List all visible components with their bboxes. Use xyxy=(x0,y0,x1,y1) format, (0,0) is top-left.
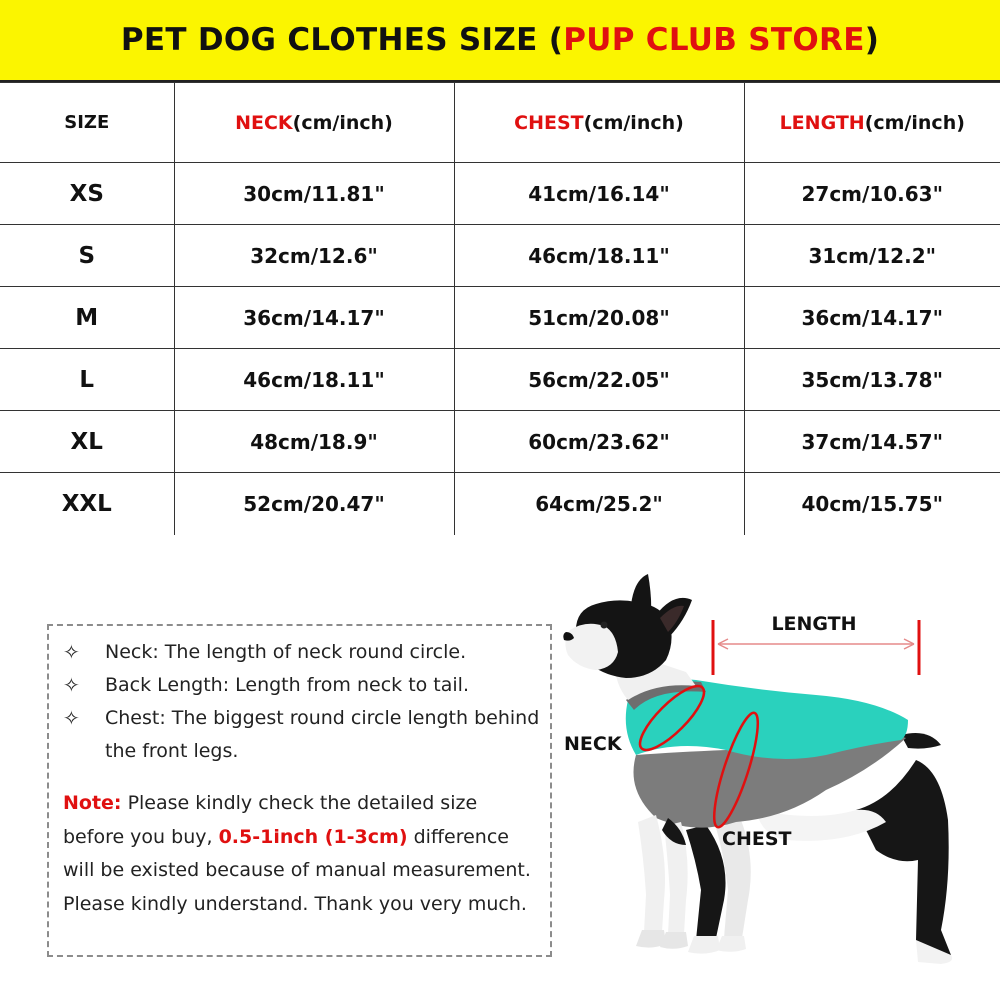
table-header-row xyxy=(0,83,1000,163)
neck-cell: 30cm/11.81" xyxy=(174,163,454,225)
dog-in-sweater-image xyxy=(556,560,1000,1000)
note-text: difference will be existed because of manual measurement. Please kindly understand. Thank you very much. xyxy=(63,825,531,915)
length-cell: 31cm/12.2" xyxy=(744,225,1000,287)
chest-cell: 60cm/23.62" xyxy=(454,411,744,473)
neck-cell: 52cm/20.47" xyxy=(174,473,454,535)
length-cell: 35cm/13.78" xyxy=(744,349,1000,411)
bullet-text: Neck: The length of neck round circle. xyxy=(105,641,467,663)
note-label: Note: xyxy=(63,792,122,814)
neck-figure-label: NECK xyxy=(564,733,622,755)
table-row xyxy=(0,349,1000,411)
chest-cell: 51cm/20.08" xyxy=(454,287,744,349)
chest-cell: 64cm/25.2" xyxy=(454,473,744,535)
length-cell: 37cm/14.57" xyxy=(744,411,1000,473)
note-bullet-back-length xyxy=(63,669,550,702)
size-cell: XL xyxy=(0,411,174,473)
bullet-text: Back Length: Length from neck to tail. xyxy=(105,674,469,696)
neck-cell: 48cm/18.9" xyxy=(174,411,454,473)
chest-cell: 46cm/18.11" xyxy=(454,225,744,287)
note-tolerance-range: 0.5-1inch (1-3cm) xyxy=(218,825,408,848)
banner-title-close: ) xyxy=(864,22,880,58)
sparkle-bullet-icon: ✧ xyxy=(63,673,80,697)
header-size: SIZE xyxy=(0,83,174,163)
dog-measurement-illustration xyxy=(556,560,1000,1000)
bullet-text: Chest: The biggest round circle length behind xyxy=(105,707,540,729)
length-cell: 36cm/14.17" xyxy=(744,287,1000,349)
note-text: Please kindly check the detailed size before you buy, xyxy=(63,792,478,848)
note-bullet-neck xyxy=(63,636,550,669)
size-cell: S xyxy=(0,225,174,287)
banner-store-name: PUP CLUB STORE xyxy=(563,22,865,58)
length-cell: 40cm/15.75" xyxy=(744,473,1000,535)
sparkle-bullet-icon: ✧ xyxy=(63,640,80,664)
neck-cell: 32cm/12.6" xyxy=(174,225,454,287)
size-cell: XS xyxy=(0,163,174,225)
table-row xyxy=(0,411,1000,473)
note-bullet-chest xyxy=(63,702,550,735)
header-neck: NECK(cm/inch) xyxy=(174,83,454,163)
length-cell: 27cm/10.63" xyxy=(744,163,1000,225)
size-cell: XXL xyxy=(0,473,174,535)
size-note-paragraph xyxy=(63,787,550,921)
banner-title: PET DOG CLOTHES SIZE ( xyxy=(120,22,564,58)
chest-cell: 41cm/16.14" xyxy=(454,163,744,225)
title-banner xyxy=(0,0,1000,82)
size-cell: M xyxy=(0,287,174,349)
neck-cell: 36cm/14.17" xyxy=(174,287,454,349)
measurement-notes-box xyxy=(47,624,552,957)
table-row xyxy=(0,225,1000,287)
chest-figure-label: CHEST xyxy=(722,828,792,850)
length-figure-label: LENGTH xyxy=(771,613,857,635)
table-row xyxy=(0,473,1000,535)
neck-cell: 46cm/18.11" xyxy=(174,349,454,411)
header-length: LENGTH(cm/inch) xyxy=(744,83,1000,163)
size-chart-table xyxy=(0,82,1000,535)
table-row xyxy=(0,287,1000,349)
bullet-text-continuation: the front legs. xyxy=(105,740,239,762)
header-chest: CHEST(cm/inch) xyxy=(454,83,744,163)
size-cell: L xyxy=(0,349,174,411)
sparkle-bullet-icon: ✧ xyxy=(63,706,80,730)
chest-cell: 56cm/22.05" xyxy=(454,349,744,411)
table-row xyxy=(0,163,1000,225)
